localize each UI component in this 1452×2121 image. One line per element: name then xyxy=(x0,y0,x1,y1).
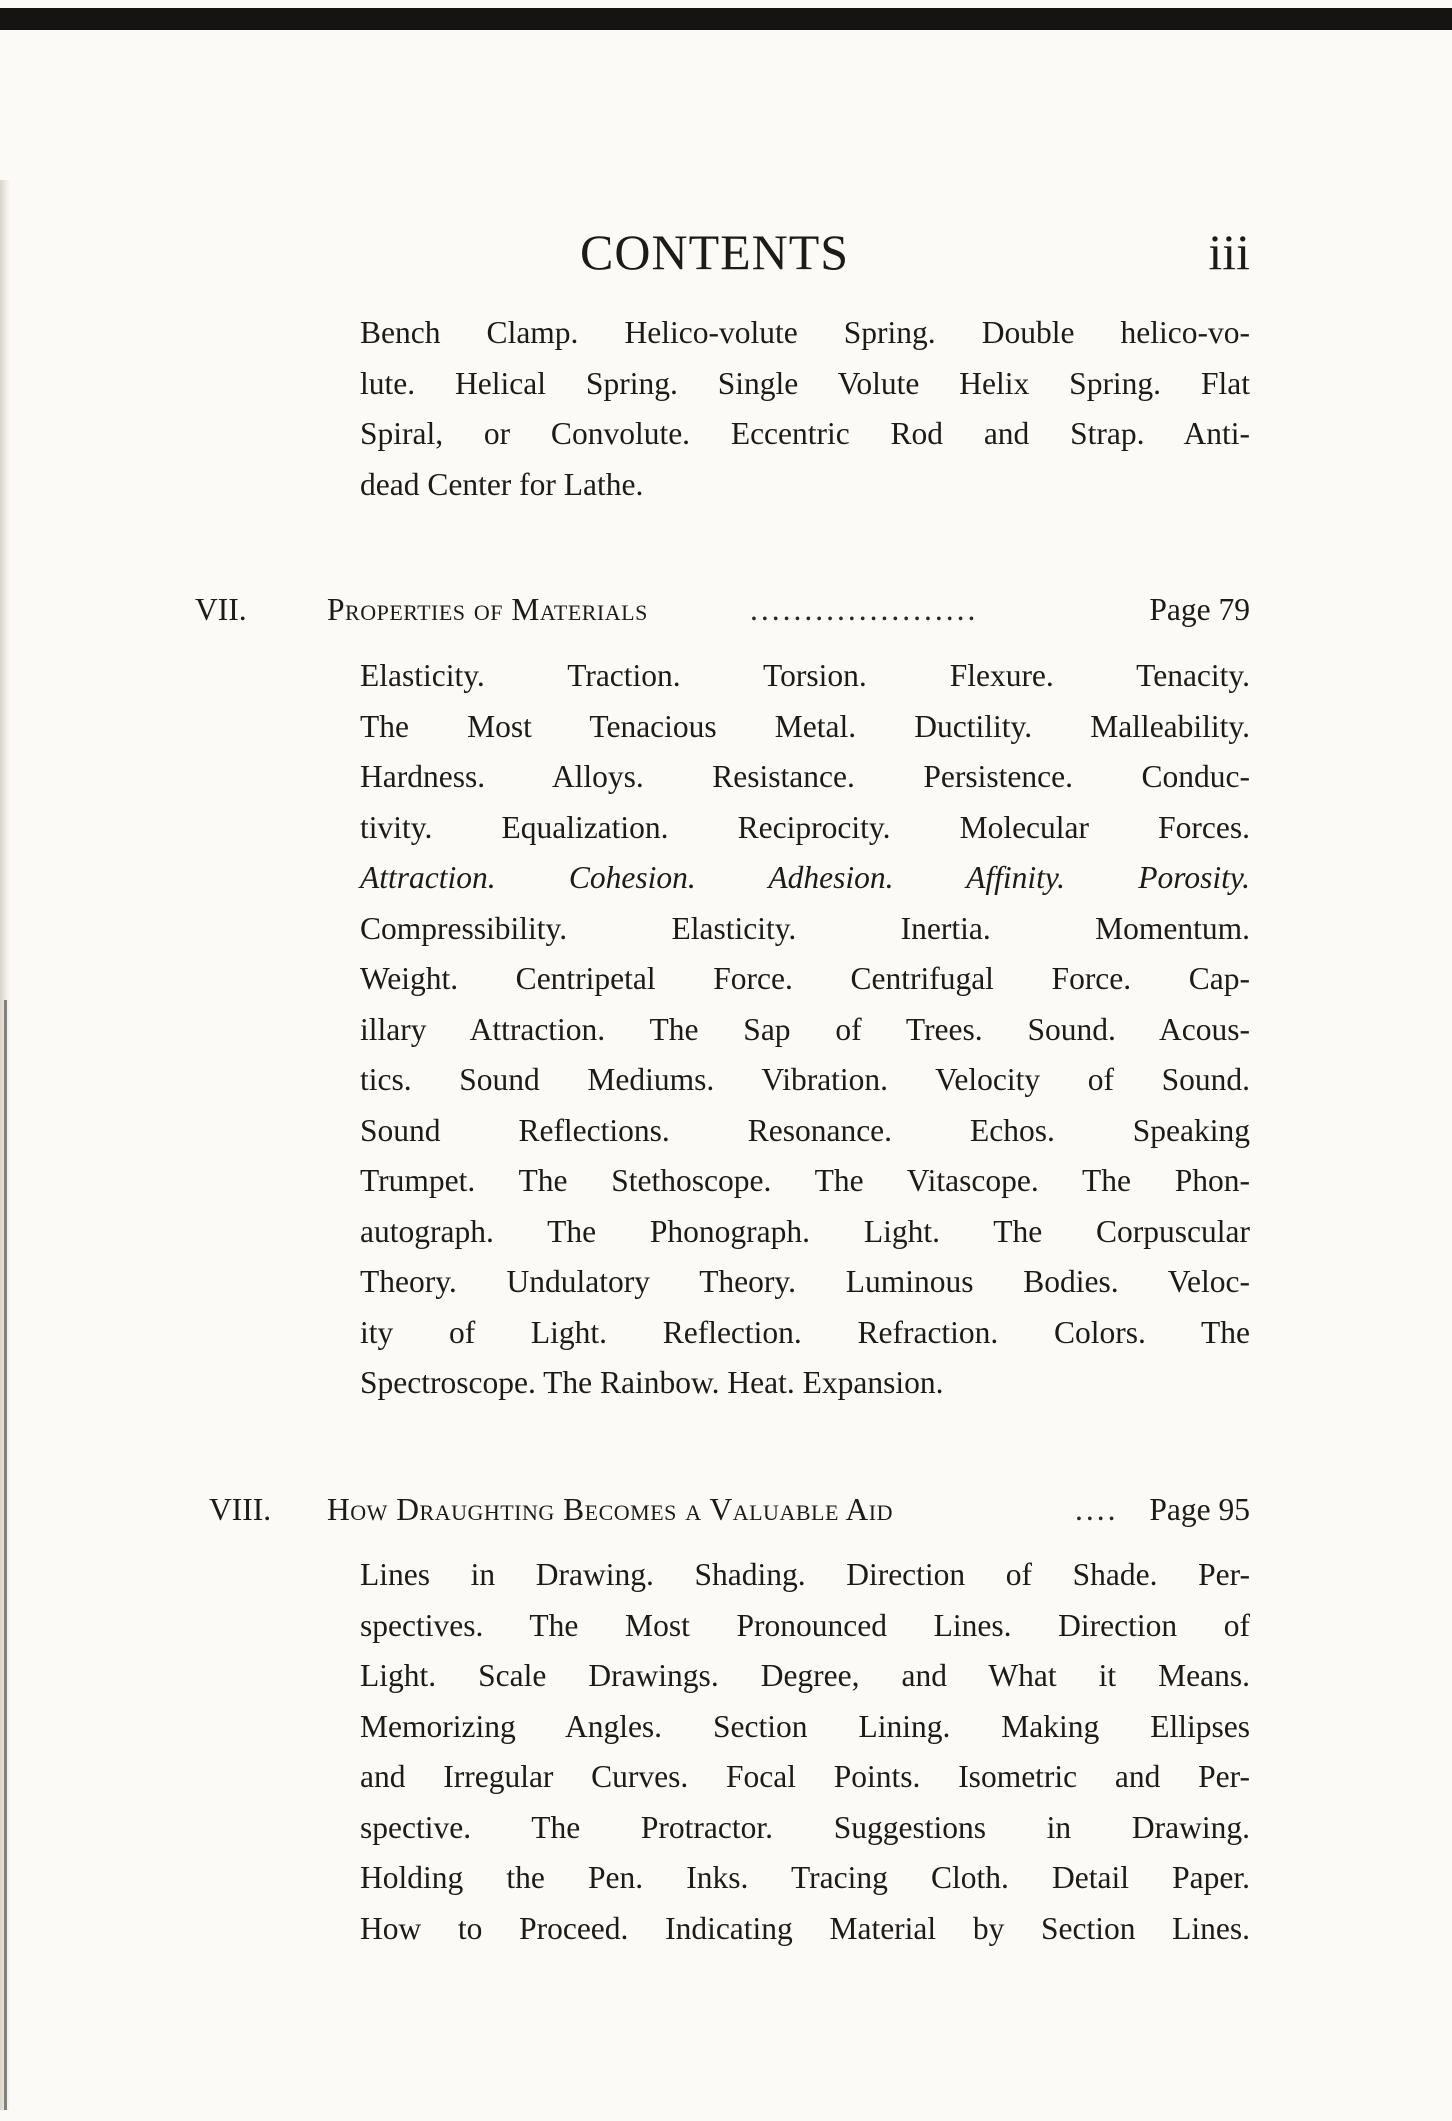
chapter-viii-entries xyxy=(360,1550,1250,1954)
text-line: Spectroscope. The Rainbow. Heat. Expansion. xyxy=(360,1365,944,1400)
text-line: spectives. The Most Pronounced Lines. Direction of xyxy=(360,1607,1250,1643)
chapter-title: Properties of Materials xyxy=(327,592,648,627)
chapter-heading-viii xyxy=(195,1484,1250,1536)
text-line: Holding the Pen. Inks. Tracing Cloth. Detail Paper. xyxy=(360,1860,1250,1895)
text-line: Spiral, or Convolute. Eccentric Rod and Strap. Anti- xyxy=(360,416,1250,451)
text-line-italic: Attraction. Cohesion. Adhesion. Affinity. Porosity. xyxy=(360,860,1250,895)
chapter-vii-entries xyxy=(360,651,1250,1409)
text-line: Bench Clamp. Helico-volute Spring. Double helico-vo- xyxy=(360,315,1250,350)
text-line: dead Center for Lathe. xyxy=(360,466,644,502)
text-line: ity of Light. Reflection. Refraction. Colors. The xyxy=(360,1314,1250,1350)
text-line: The Most Tenacious Metal. Ductility. Malleability. xyxy=(360,708,1250,744)
text-line: How to Proceed. Indicating Material by Section Lines. xyxy=(360,1910,1250,1946)
chapter-heading-vii xyxy=(195,584,1250,636)
text-line: and Irregular Curves. Focal Points. Isometric and Per- xyxy=(360,1759,1250,1794)
text-line: Weight. Centripetal Force. Centrifugal Force. Cap- xyxy=(360,961,1250,996)
intro-entries xyxy=(360,308,1250,510)
page-number: iii xyxy=(1208,224,1250,280)
running-title: CONTENTS xyxy=(580,224,850,280)
chapter-page: Page 79 xyxy=(1149,592,1250,627)
scan-binding-edge xyxy=(4,1000,7,2110)
text-line: Memorizing Angles. Section Lining. Making Ellipses xyxy=(360,1708,1250,1744)
text-line: lute. Helical Spring. Single Volute Helix Spring. Flat xyxy=(360,365,1250,401)
text-line: Lines in Drawing. Shading. Direction of Shade. Per- xyxy=(360,1557,1250,1592)
chapter-number: VIII. xyxy=(209,1492,272,1527)
text-line: Sound Reflections. Resonance. Echos. Speaking xyxy=(360,1112,1250,1148)
text-line: spective. The Protractor. Suggestions in Drawing. xyxy=(360,1809,1250,1845)
dot-leader: .... xyxy=(1075,1492,1119,1527)
text-line: Theory. Undulatory Theory. Luminous Bodies. Veloc- xyxy=(360,1264,1250,1299)
text-line: Elasticity. Traction. Torsion. Flexure. Tenacity. xyxy=(360,658,1250,693)
text-line: Light. Scale Drawings. Degree, and What it Means. xyxy=(360,1658,1250,1693)
chapter-title: How Draughting Becomes a Valuable Aid xyxy=(327,1492,893,1527)
chapter-number: VII. xyxy=(195,592,247,627)
text-line: Compressibility. Elasticity. Inertia. Momentum. xyxy=(360,910,1250,946)
text-line: tics. Sound Mediums. Vibration. Velocity of Sound. xyxy=(360,1062,1250,1097)
text-line: tivity. Equalization. Reciprocity. Molecular Forces. xyxy=(360,809,1250,845)
text-line: Hardness. Alloys. Resistance. Persistence. Conduc- xyxy=(360,759,1250,794)
dot-leader: ..................... xyxy=(750,592,979,627)
page-header xyxy=(360,222,1250,282)
text-line: Trumpet. The Stethoscope. The Vitascope. The Phon- xyxy=(360,1163,1250,1198)
text-line: autograph. The Phonograph. Light. The Corpuscular xyxy=(360,1213,1250,1249)
chapter-page: Page 95 xyxy=(1149,1492,1250,1527)
scan-top-border xyxy=(0,8,1452,30)
text-line: illary Attraction. The Sap of Trees. Sound. Acous- xyxy=(360,1011,1250,1047)
